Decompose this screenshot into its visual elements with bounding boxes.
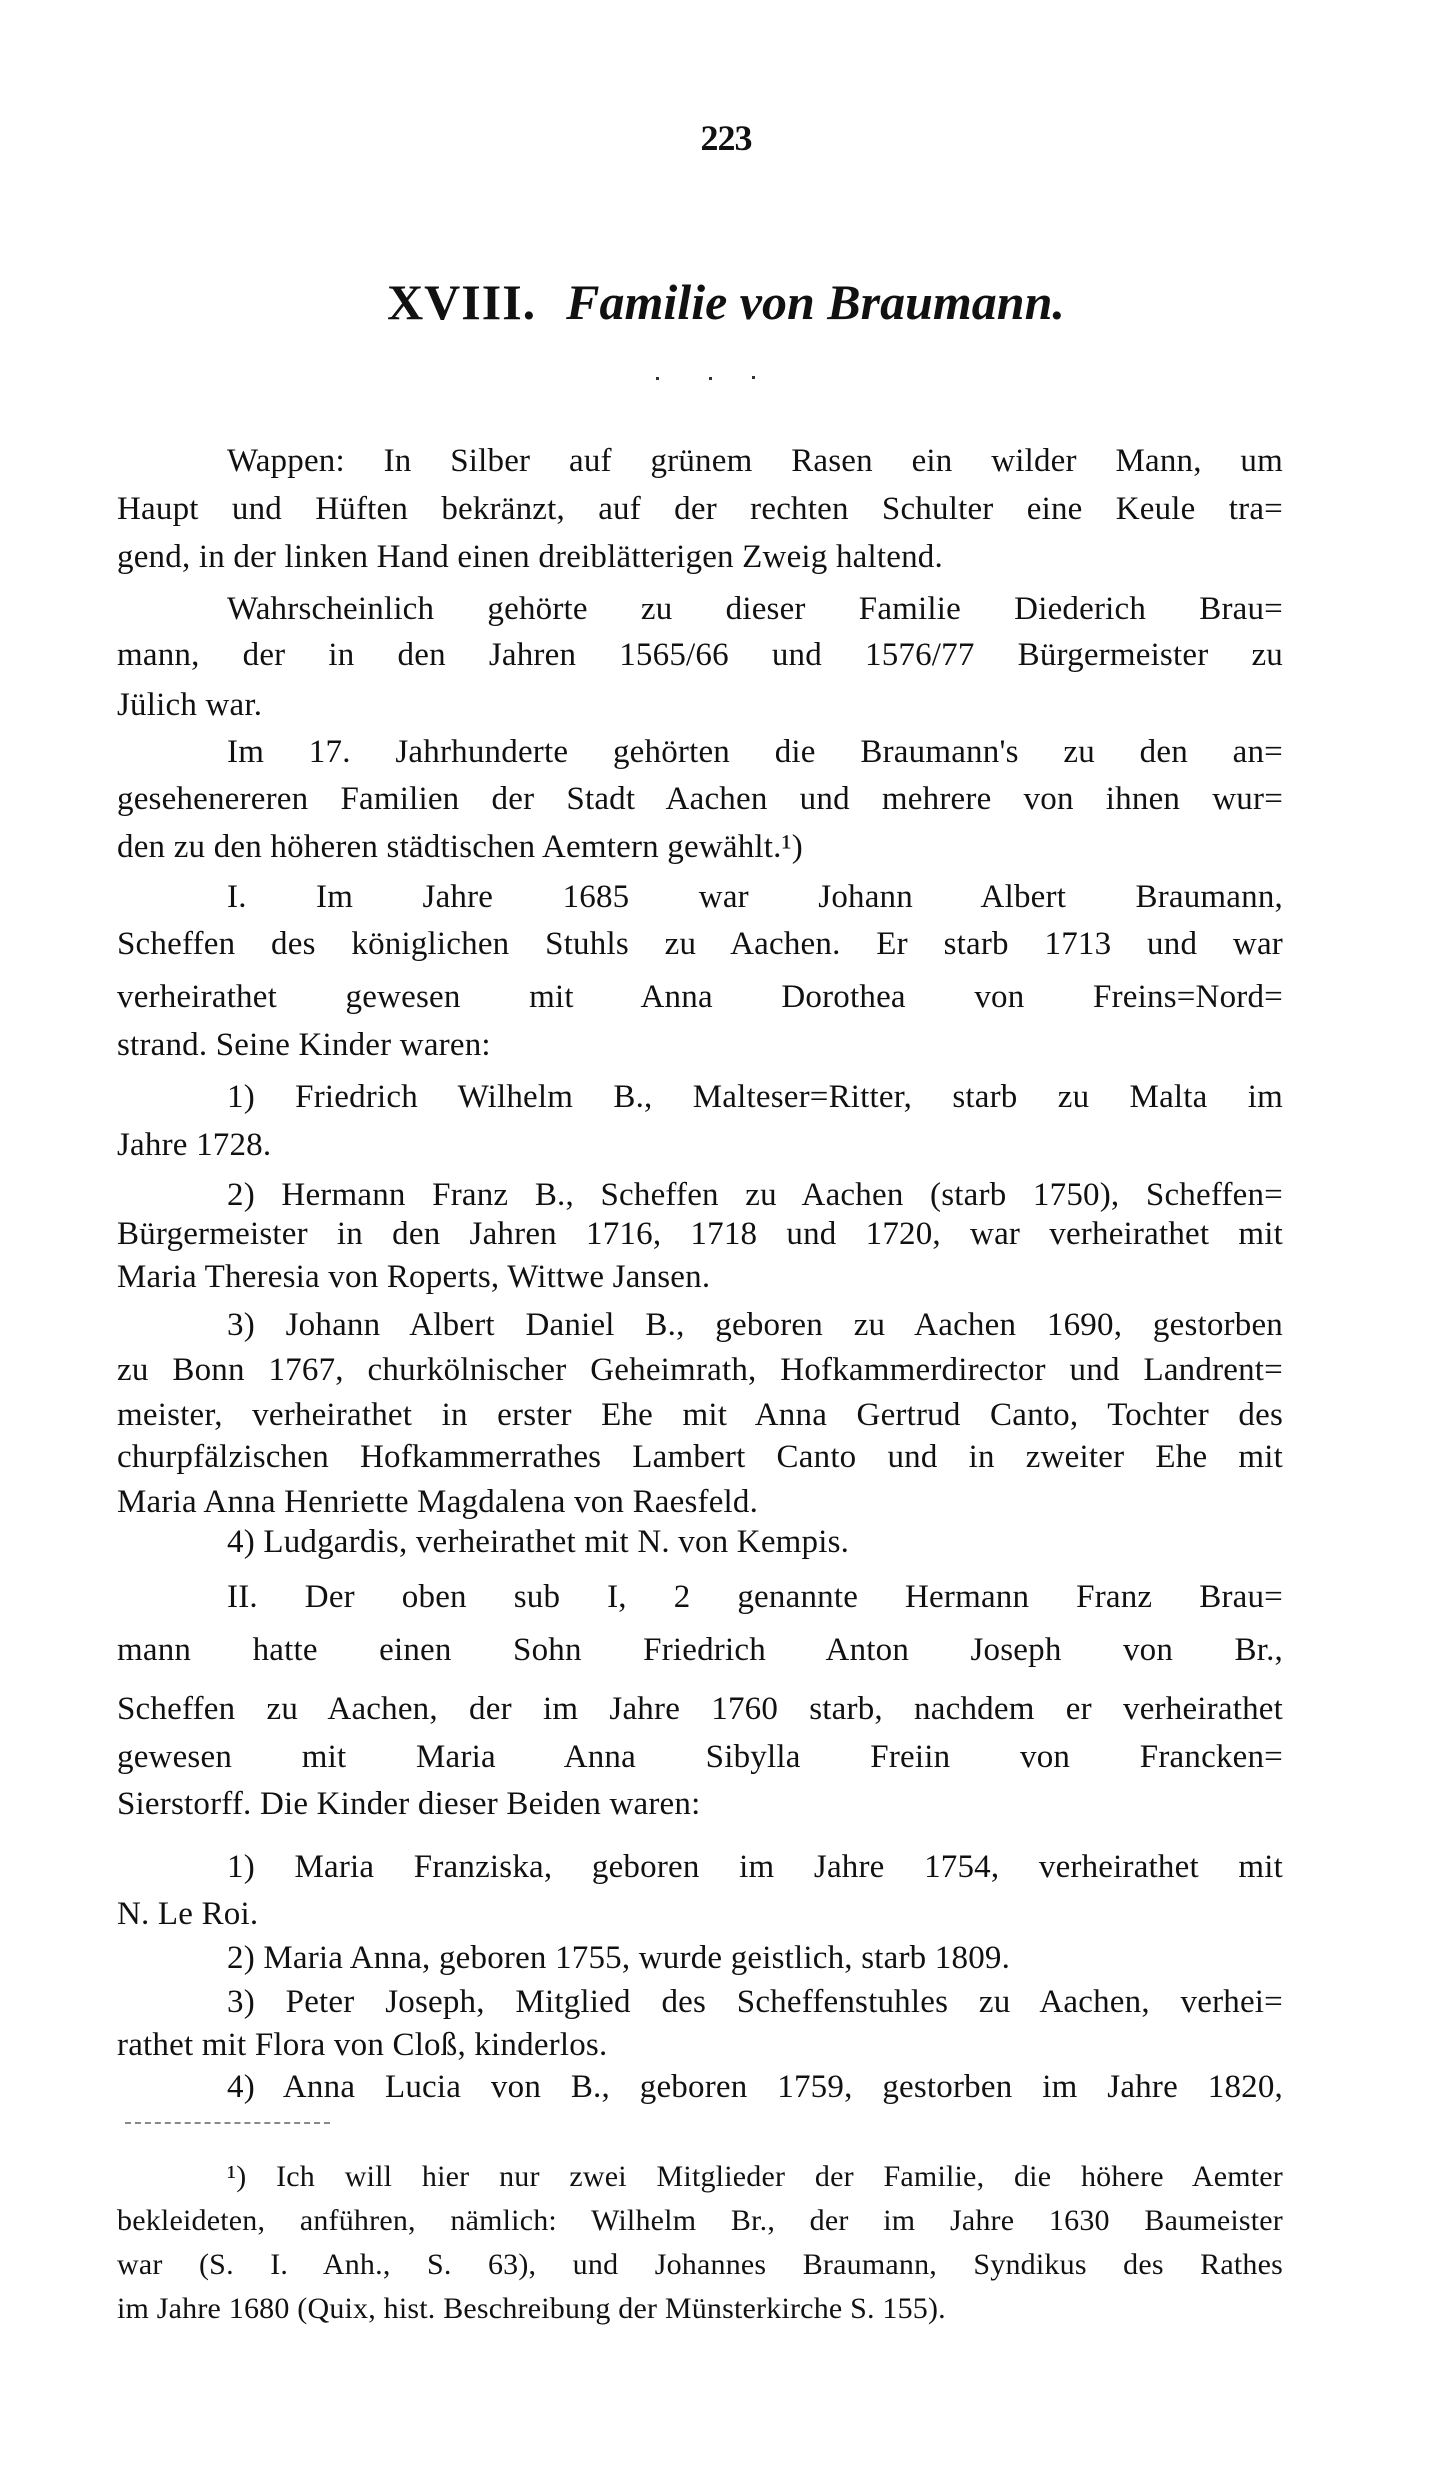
body-line: Sierstorff. Die Kinder dieser Beiden waren:: [117, 1786, 701, 1822]
body-line: strand. Seine Kinder waren:: [117, 1027, 491, 1063]
footnote-line: bekleideten, anführen, nämlich: Wilhelm Br., der im Jahre 1630 Baumeister: [117, 2204, 1283, 2237]
footnote-line: war (S. I. Anh., S. 63), und Johannes Braumann, Syndikus des Rathes: [117, 2248, 1283, 2281]
body-line: Maria Theresia von Roperts, Wittwe Jansen.: [117, 1259, 711, 1295]
footnote-line: im Jahre 1680 (Quix, hist. Beschreibung der Münsterkirche S. 155).: [117, 2292, 946, 2325]
body-line: gesehenereren Familien der Stadt Aachen und mehrere von ihnen wur=: [117, 781, 1283, 817]
body-line: gewesen mit Maria Anna Sibylla Freiin von Francken=: [117, 1739, 1283, 1775]
body-line: 3) Peter Joseph, Mitglied des Scheffenstuhles zu Aachen, verhei=: [227, 1984, 1283, 2020]
body-line: Jülich war.: [117, 687, 263, 723]
body-line: Bürgermeister in den Jahren 1716, 1718 und 1720, war verheirathet mit: [117, 1216, 1283, 1252]
body-line: 3) Johann Albert Daniel B., geboren zu Aachen 1690, gestorben: [227, 1307, 1283, 1343]
body-line: 2) Maria Anna, geboren 1755, wurde geistlich, starb 1809.: [227, 1940, 1011, 1976]
body-line: churpfälzischen Hofkammerrathes Lambert Canto und in zweiter Ehe mit: [117, 1439, 1283, 1475]
body-line: rathet mit Flora von Cloß, kinderlos.: [117, 2027, 608, 2063]
body-line: Scheffen des königlichen Stuhls zu Aachen. Er starb 1713 und war: [117, 926, 1283, 962]
body-line: verheirathet gewesen mit Anna Dorothea von Freins=Nord=: [117, 979, 1283, 1015]
body-line: Maria Anna Henriette Magdalena von Raesfeld.: [117, 1484, 759, 1520]
body-line: II. Der oben sub I, 2 genannte Hermann Franz Brau=: [227, 1579, 1283, 1615]
body-line: gend, in der linken Hand einen dreiblätterigen Zweig haltend.: [117, 539, 943, 575]
body-line: Wahrscheinlich gehörte zu dieser Familie Diederich Brau=: [227, 591, 1283, 627]
body-line: Scheffen zu Aachen, der im Jahre 1760 starb, nachdem er verheirathet: [117, 1691, 1283, 1727]
body-line: Wappen: In Silber auf grünem Rasen ein wilder Mann, um: [227, 443, 1283, 479]
chapter-title: Familie von Braumann.: [566, 274, 1065, 330]
print-speck: [656, 377, 659, 380]
chapter-heading: [0, 272, 1452, 332]
body-line: 4) Ludgardis, verheirathet mit N. von Kempis.: [227, 1524, 850, 1560]
body-line: zu Bonn 1767, churkölnischer Geheimrath, Hofkammerdirector und Landrent=: [117, 1352, 1283, 1388]
chapter-number: XVIII.: [387, 274, 537, 330]
body-line: mann hatte einen Sohn Friedrich Anton Joseph von Br.,: [117, 1632, 1283, 1668]
body-line: 4) Anna Lucia von B., geboren 1759, gestorben im Jahre 1820,: [227, 2069, 1283, 2105]
footnote-line: ¹) Ich will hier nur zwei Mitglieder der Familie, die höhere Aemter: [227, 2160, 1283, 2193]
body-line: 1) Friedrich Wilhelm B., Malteser=Ritter, starb zu Malta im: [227, 1079, 1283, 1115]
body-line: Jahre 1728.: [117, 1127, 272, 1163]
body-line: 2) Hermann Franz B., Scheffen zu Aachen (starb 1750), Scheffen=: [227, 1177, 1283, 1213]
print-speck: [709, 377, 712, 380]
body-line: N. Le Roi.: [117, 1896, 259, 1932]
body-line: mann, der in den Jahren 1565/66 und 1576/77 Bürgermeister zu: [117, 637, 1283, 673]
body-line: Haupt und Hüften bekränzt, auf der rechten Schulter eine Keule tra=: [117, 491, 1283, 527]
body-line: I. Im Jahre 1685 war Johann Albert Braumann,: [227, 879, 1283, 915]
body-line: den zu den höheren städtischen Aemtern gewählt.¹): [117, 829, 803, 865]
body-line: 1) Maria Franziska, geboren im Jahre 1754, verheirathet mit: [227, 1849, 1283, 1885]
print-speck: [752, 376, 755, 379]
page-number: 223: [700, 118, 752, 158]
footnote-separator: [125, 2122, 330, 2124]
body-line: Im 17. Jahrhunderte gehörten die Braumann's zu den an=: [227, 734, 1283, 770]
body-line: meister, verheirathet in erster Ehe mit Anna Gertrud Canto, Tochter des: [117, 1397, 1283, 1433]
